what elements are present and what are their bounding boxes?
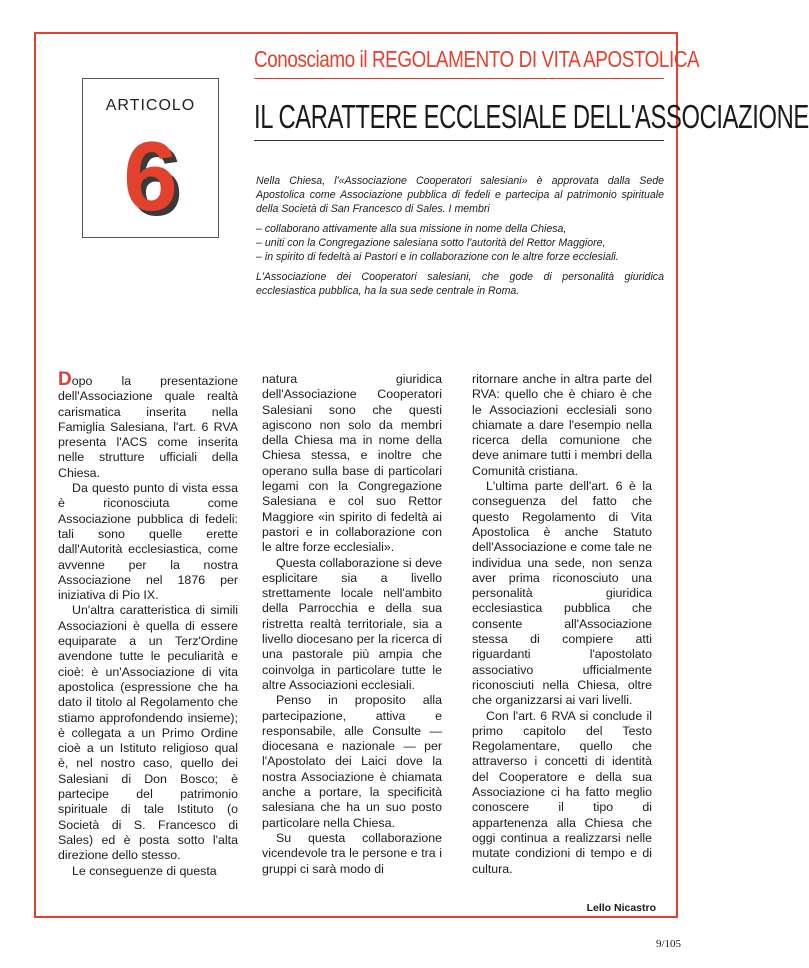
column-2 [262,372,442,877]
paragraph [58,369,238,481]
article-bullet: – uniti con la Congregazione salesiana sotto l'autorità del Rettor Maggiore, [256,236,606,249]
page-number: 9/105 [655,938,681,950]
article-text [256,174,664,304]
column-3 [472,372,652,877]
article-lead: Nella Chiesa, l'«Associazione Cooperatori salesiani» è approvata dalla Sede Apostolica come Associazione pubblica di fedeli e partecipa al patrimonio spirituale della Società di San Francesco di Sales. I membri [256,175,664,216]
paragraph: ritornare anche in altra parte del RVA: quello che è chiaro è che le Associazioni ecclesiali sono chiamate a dare l'esempio nella ricerca della comunione che deve animare tutti i membri della Comunità cristiana. [472,372,652,478]
article-bullet: – collaborano attivamente alla sua missione in nome della Chiesa, [256,222,567,235]
series-rule [254,78,664,79]
paragraph: Le conseguenze di questa [72,863,217,878]
paragraph: Penso in proposito alla partecipazione, attiva e responsabile, alle Consulte — diocesana e nazionale — per l'Apostolato dei Laici dove la nostra Associazione è chiamata anche a portare, la specificità salesiana che ha un suo posto particolare nella Chiesa. [262,693,442,830]
paragraph: natura giuridica dell'Associazione Cooperatori Salesiani sono che questi agiscono non solo da membri della Chiesa ma in nome della Chiesa stessa, e inoltre che operano sulla base di particolari legami con la Congregazione Salesiana e col suo Rettor Maggiore «in spirito di fedeltà ai pastori e in collaborazione con le altre forze ecclesiali». [262,372,442,555]
article-title: IL CARATTERE ECCLESIALE DELL'ASSOCIAZIONE [254,98,809,135]
paragraph: Su questa collaborazione vicendevole tra le persone e tra i gruppi ci sarà modo di [262,830,442,876]
paragraph-text: opo la presentazione dell'Associazione quale realtà carismatica inserita nella Famiglia Salesiana, l'art. 6 RVA presenta l'ACS come inserita nelle strutture ufficiali della Chiesa. [58,374,238,480]
paragraph: L'ultima parte dell'art. 6 è la conseguenza del fatto che questo Regolamento di Vita Apostolica è anche Statuto dell'Associazione e come tale ne individua una sede, non senza aver prima riconosciuto una personalità giuridica ecclesiastica pubblica che consente all'Associazione stessa di compiere atti riguardanti l'apostolato associativo ufficialmente riconosciuti nella Chiesa, oltre che organizzarsi ai vari livelli. [472,479,652,708]
title-rule [254,140,664,141]
drop-cap: D [58,369,72,390]
column-1 [58,369,238,879]
paragraph: Un'altra caratteristica di simili Associazioni è quella di essere equiparate a un Terz'Ordine avendone tutte le peculiarità e cioè: è un'Associazione di vita apostolica (espressione che ha dato il titolo al Regolamento che stiamo approfondendo insieme); è collegata a un Primo Ordine cioè a un Istituto religioso qual è, nel nostro caso, quello dei Salesiani di Don Bosco; è partecipe del patrimonio spirituale di tale Istituto (o Società di S. Francesco di Sales) ed è posta sotto l'alta direzione dello stesso. [58,603,238,863]
series-heading: Conosciamo il REGOLAMENTO DI VITA APOSTOLICA [254,46,700,72]
article-bullets [256,222,664,265]
article-label: ARTICOLO [105,97,196,114]
article-number: 6 [123,121,178,231]
article-bullet: – in spirito di fedeltà ai Pastori e in collaborazione con le altre forze ecclesiali. [256,251,619,264]
article-box [82,78,219,238]
author-signature: Lello Nicastro [586,902,656,914]
paragraph: Questa collaborazione si deve esplicitare sia a livello strettamente locale nell'ambito della Parrocchia e della sua ristretta realtà territoriale, sia a livello diocesano per la ricerca di una pastorale più ampia che coinvolga in particolare tutte le altre Associazioni ecclesiali. [262,555,442,692]
article-closing: L'Associazione dei Cooperatori salesiani, che gode di personalità giuridica ecclesiastica pubblica, ha la sua sede centrale in Roma. [256,271,664,298]
paragraph: Con l'art. 6 RVA si conclude il primo capitolo del Testo Regolamentare, quello che attraverso i concetti di identità del Cooperatore e della sua Associazione ci ha fatto meglio conoscere il tipo di appartenenza alla Chiesa che oggi continua a realizzarsi nelle mutate condizioni di tempo e di cultura. [472,708,652,876]
paragraph: Da questo punto di vista essa è riconosciuta come Associazione pubblica di fedeli: tali sono quelle erette dall'Autorità ecclesiastica, come avvenne per la nostra Associazione nel 1876 per iniziativa di Pio IX. [58,481,238,603]
